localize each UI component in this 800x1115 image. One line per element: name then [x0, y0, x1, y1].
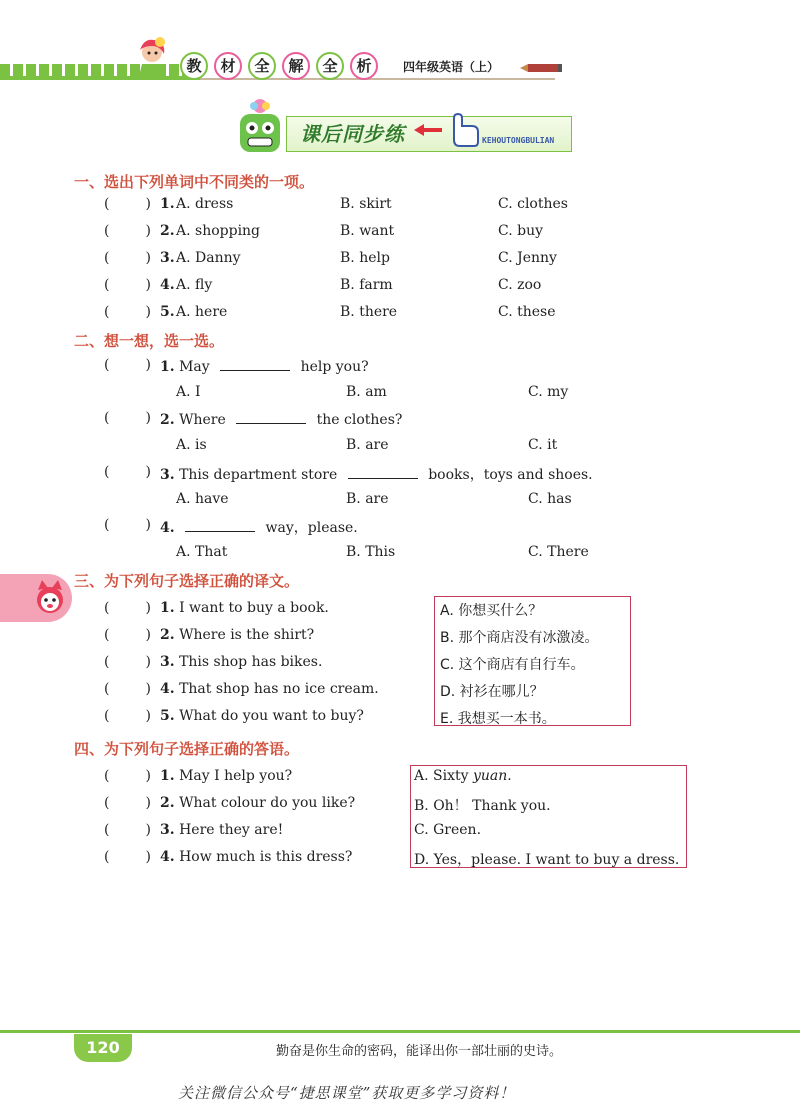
option-b: B. help	[340, 250, 390, 266]
paren-open: (	[104, 410, 110, 426]
response-option: C. Green.	[414, 822, 482, 838]
answer-paren	[104, 517, 151, 533]
option-c: C. clothes	[498, 196, 568, 212]
subject-label: 四年级英语（上）	[403, 60, 500, 74]
paren-close: )	[145, 795, 151, 811]
response-a-text: A. Sixty	[414, 768, 473, 784]
option-b: B. This	[346, 544, 396, 560]
sentence-text: Where is the shirt?	[179, 627, 315, 643]
section-3-title: 三、为下列句子选择正确的译文。	[74, 572, 300, 590]
number-label: 1.	[160, 196, 175, 212]
paren-close: )	[145, 768, 151, 784]
stem-after-blank: the clothes?	[316, 412, 403, 428]
translation-option: A. 你想买什么？	[440, 603, 543, 619]
sentence-text: This shop has bikes.	[179, 654, 323, 670]
paren-close: )	[145, 277, 151, 293]
translation-option: D. 衬衫在哪儿？	[440, 684, 544, 700]
fill-blank[interactable]	[220, 357, 290, 371]
stem-before-blank: Where	[179, 412, 226, 428]
number-label: 2.	[160, 412, 175, 428]
answer-paren	[104, 223, 151, 239]
series-char: 析	[350, 52, 378, 80]
banner-pinyin: KEHOUTONGBULIAN	[482, 136, 555, 145]
side-tab	[0, 574, 72, 622]
answer-paren	[104, 627, 151, 643]
option-a: A. fly	[176, 277, 213, 293]
number-label: 1.	[160, 359, 175, 375]
paren-close: )	[145, 654, 151, 670]
answer-paren	[104, 795, 151, 811]
paren-open: (	[104, 768, 110, 784]
number-label: 3.	[160, 654, 175, 670]
paren-open: (	[104, 654, 110, 670]
section-1-title: 一、选出下列单词中不同类的一项。	[74, 173, 315, 191]
sentence-item	[160, 681, 379, 697]
sentence-item	[160, 768, 292, 784]
question-stem	[160, 517, 358, 537]
number-label: 2.	[160, 223, 175, 239]
answer-paren	[104, 708, 151, 724]
sentence-item	[160, 708, 364, 724]
page-number: 120	[74, 1034, 132, 1062]
stem-after-blank: books，toys and shoes.	[428, 467, 593, 483]
response-option	[414, 768, 512, 784]
question-number	[160, 277, 175, 293]
option-a: A. Danny	[176, 250, 241, 266]
option-a: A. is	[176, 437, 207, 453]
translation-option: B. 那个商店没有冰激凌。	[440, 630, 599, 646]
paren-open: (	[104, 849, 110, 865]
answer-paren	[104, 681, 151, 697]
answer-paren	[104, 822, 151, 838]
sentence-text: That shop has no ice cream.	[179, 681, 379, 697]
pencil-icon	[520, 64, 562, 72]
option-c: C. There	[528, 544, 589, 560]
paren-close: )	[145, 250, 151, 266]
paren-open: (	[104, 708, 110, 724]
option-c: C. has	[528, 491, 572, 507]
footer-motto: 勤奋是你生命的密码，能译出你一部壮丽的史诗。	[276, 1044, 563, 1059]
number-label: 3.	[160, 822, 175, 838]
sentence-text: Here they are!	[179, 822, 284, 838]
question-number	[160, 196, 175, 212]
option-b: B. are	[346, 437, 389, 453]
paren-open: (	[104, 627, 110, 643]
paren-open: (	[104, 196, 110, 212]
series-char: 全	[316, 52, 344, 80]
option-b: B. am	[346, 384, 387, 400]
monster-mascot-icon	[228, 96, 292, 158]
stem-before-blank: May	[179, 359, 210, 375]
number-label: 2.	[160, 795, 175, 811]
paren-open: (	[104, 277, 110, 293]
response-a-period: .	[507, 768, 512, 784]
stem-after-blank: way，please.	[265, 520, 358, 536]
series-char: 解	[282, 52, 310, 80]
sentence-text: What colour do you like?	[179, 795, 356, 811]
answer-paren	[104, 277, 151, 293]
paren-open: (	[104, 681, 110, 697]
banner-title: 课后同步练	[300, 122, 405, 146]
paren-close: )	[145, 304, 151, 320]
sentence-item	[160, 654, 322, 670]
paren-close: )	[145, 464, 151, 480]
question-stem	[160, 357, 369, 375]
response-a-italic: yuan	[472, 768, 508, 784]
question-stem	[160, 464, 593, 484]
paren-close: )	[145, 681, 151, 697]
paren-close: )	[145, 196, 151, 212]
answer-paren	[104, 250, 151, 266]
paren-close: )	[145, 600, 151, 616]
sentence-item	[160, 600, 329, 616]
sentence-text: May I help you?	[179, 768, 293, 784]
girl-mascot-icon	[130, 36, 176, 82]
number-label: 5.	[160, 304, 175, 320]
number-label: 5.	[160, 708, 175, 724]
option-c: C. Jenny	[498, 250, 557, 266]
series-char: 材	[214, 52, 242, 80]
fill-blank[interactable]	[236, 410, 306, 424]
sentence-item	[160, 627, 314, 643]
answer-paren	[104, 464, 151, 480]
number-label: 4.	[160, 681, 175, 697]
option-a: A. shopping	[176, 223, 261, 239]
option-b: B. are	[346, 491, 389, 507]
paren-close: )	[145, 627, 151, 643]
option-a: A. I	[176, 384, 201, 400]
sentence-text: I want to buy a book.	[179, 600, 329, 616]
number-label: 3.	[160, 467, 175, 483]
option-c: C. my	[528, 384, 569, 400]
number-label: 1.	[160, 768, 175, 784]
paren-open: (	[104, 223, 110, 239]
option-c: C. buy	[498, 223, 544, 239]
option-a: A. dress	[176, 196, 234, 212]
answer-paren	[104, 357, 151, 373]
question-number	[160, 223, 175, 239]
sentence-text: What do you want to buy?	[179, 708, 364, 724]
answer-paren	[104, 410, 151, 426]
pointing-hand-icon	[448, 108, 480, 148]
question-number	[160, 304, 175, 320]
paren-open: (	[104, 250, 110, 266]
option-a: A. That	[176, 544, 228, 560]
stem-after-blank: help you?	[300, 359, 369, 375]
option-a: A. have	[176, 491, 229, 507]
paren-open: (	[104, 357, 110, 373]
paren-open: (	[104, 600, 110, 616]
fill-blank[interactable]	[185, 518, 255, 532]
answer-paren	[104, 849, 151, 865]
question-stem	[160, 410, 402, 428]
sentence-item	[160, 822, 283, 838]
option-b: B. there	[340, 304, 398, 320]
option-a: A. here	[176, 304, 228, 320]
fill-blank[interactable]	[348, 465, 418, 479]
number-label: 1.	[160, 600, 175, 616]
paren-close: )	[145, 822, 151, 838]
translation-option: E. 我想买一本书。	[440, 711, 556, 727]
option-c: C. zoo	[498, 277, 542, 293]
paren-close: )	[145, 849, 151, 865]
stem-before-blank: This department store	[179, 467, 338, 483]
answer-paren	[104, 600, 151, 616]
option-c: C. these	[498, 304, 556, 320]
series-char: 全	[248, 52, 276, 80]
sentence-item	[160, 849, 352, 865]
number-label: 2.	[160, 627, 175, 643]
paren-open: (	[104, 795, 110, 811]
option-c: C. it	[528, 437, 558, 453]
response-option: D. Yes，please. I want to buy a dress.	[414, 852, 680, 868]
arrow-icon	[414, 124, 442, 136]
answer-paren	[104, 654, 151, 670]
number-label: 4.	[160, 849, 175, 865]
paren-close: )	[145, 517, 151, 533]
section-4-title: 四、为下列句子选择正确的答语。	[74, 740, 300, 758]
paren-open: (	[104, 464, 110, 480]
option-b: B. farm	[340, 277, 393, 293]
question-number	[160, 250, 175, 266]
answer-paren	[104, 196, 151, 212]
cat-mascot-icon	[32, 580, 68, 616]
option-b: B. skirt	[340, 196, 392, 212]
sentence-item	[160, 795, 355, 811]
translation-option: C. 这个商店有自行车。	[440, 657, 585, 673]
paren-close: )	[145, 357, 151, 373]
number-label: 3.	[160, 250, 175, 266]
section-2-title: 二、想一想，选一选。	[74, 332, 225, 350]
response-option: B. Oh！ Thank you.	[414, 798, 551, 814]
paren-open: (	[104, 517, 110, 533]
option-b: B. want	[340, 223, 395, 239]
answer-paren	[104, 304, 151, 320]
paren-open: (	[104, 304, 110, 320]
footer-note: 关注微信公众号“捷思课堂”获取更多学习资料！	[178, 1084, 516, 1102]
paren-close: )	[145, 223, 151, 239]
sentence-text: How much is this dress?	[179, 849, 353, 865]
footer-rule	[0, 1030, 800, 1033]
series-char: 教	[180, 52, 208, 80]
answer-paren	[104, 768, 151, 784]
paren-close: )	[145, 410, 151, 426]
number-label: 4.	[160, 277, 175, 293]
number-label: 4.	[160, 520, 175, 536]
paren-open: (	[104, 822, 110, 838]
series-title	[180, 52, 378, 80]
section-banner	[228, 96, 578, 158]
paren-close: )	[145, 708, 151, 724]
